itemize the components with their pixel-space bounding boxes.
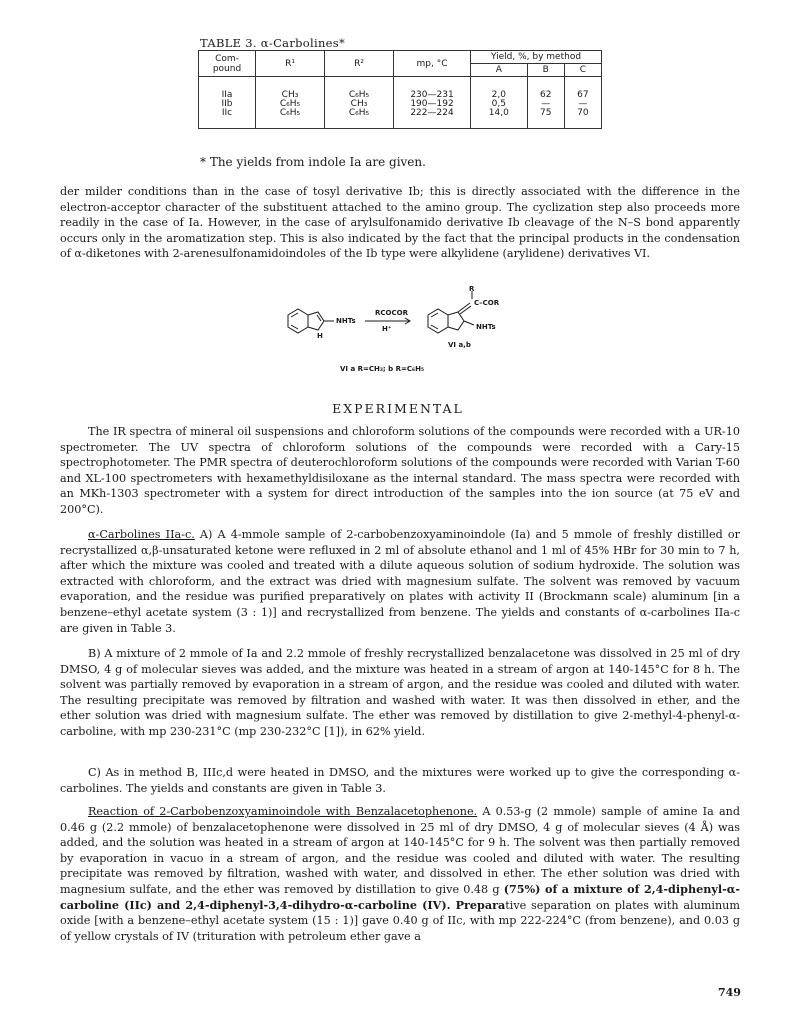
label-acid: H⁺ <box>382 325 392 333</box>
col-header-r1: R¹ <box>256 51 325 77</box>
cell-yield-c: — <box>564 100 601 109</box>
paragraph-text: A) A 4-mmole sample of 2-carbobenzoxyaminoindole (Ia) and 5 mmole of freshly distilled or recrystallized α,β-unsaturated ketone were refluxed in 2 ml of absolute ethanol and 1 ml of 45% HBr for 30 min to 7 h, after which the mixture was cooled and treated with a dilute aqueous solution of sodium hydroxide. The solution was extracted with chloroform, and the extract was dried with magnesium sulfate. The solvent was removed by vacuum evaporation, and the residue was purified preparatively on plates with activity II (Brockmann scale) aluminum [in a benzene–ethyl acetate system (3 : 1)] and recrystallized from benzene. The yields and constants of α-carbolines IIa-c are given in Table 3. <box>60 528 740 635</box>
cell-r2: C₆H₅ <box>325 109 394 129</box>
subsection-title: Reaction of 2-Carbobenzoxyaminoindole with Benzalacetophenone. <box>88 805 478 818</box>
cell-compound: IIa <box>199 77 256 101</box>
paragraph-reaction <box>60 804 740 944</box>
label-nhts-right: NHTs <box>476 323 496 331</box>
cell-r1: C₆H₅ <box>256 109 325 129</box>
cell-yield-c: 70 <box>564 109 601 129</box>
paragraph-method-a <box>60 527 740 636</box>
paragraph-spectra: The IR spectra of mineral oil suspensions and chloroform solutions of the compounds were recorded with a UR-10 spectrometer. The UV spectra of chloroform solutions of the compounds were recorded with a Cary-15 spectrophotometer. The PMR spectra of deuterochloroform solutions of the compounds were recorded with Varian T-60 and XL-100 spectrometers with hexamethyldisiloxane as the internal standard. The mass spectra were recorded with an MKh-1303 spectrometer with a system for direct introduction of the samples into the ion source (at 75 eV and 200°C). <box>60 425 740 516</box>
col-header-method-a: A <box>471 64 528 77</box>
paragraph-text: A 0.53-g (2 mmole) sample of amine Ia and 0.46 g (2.2 mmole) of benzalacetophenone were dissolved in 25 ml of dry DMSO, 4 g of molecular sieves (4 Å) was added, and the solution was heated in a stream of argon at 140-145°C for 9 h. The solvent was then partially removed by evaporation in vacuo in a stream of argon, and the residue was cooled and diluted with water. The resulting precipitate was removed by filtration, washed with water, and dissolved in ether. The ether solution was dried with magnesium sulfate, and the ether was removed by distillation to give 0.48 g <box>60 805 740 896</box>
col-header-r2: R² <box>325 51 394 77</box>
label-r: R <box>469 285 475 293</box>
cell-yield-a: 14,0 <box>471 109 528 129</box>
cell-yield-a: 2,0 <box>471 77 528 101</box>
cell-r1: C₆H₅ <box>256 100 325 109</box>
cell-compound: IIc <box>199 109 256 129</box>
cell-yield-a: 0,5 <box>471 100 528 109</box>
cell-compound: IIb <box>199 100 256 109</box>
table-row <box>199 77 602 101</box>
cell-r2: C₆H₅ <box>325 77 394 101</box>
paragraph-bold-text: (75%) of a mixture of 2,4-diphenyl-α-carboline (IIc) and 2,4-diphenyl-3,4-dihydro-α-carboline (IV). Prepara <box>60 881 740 912</box>
pyrrole-ring-right <box>448 312 464 330</box>
cell-mp: 190—192 <box>394 100 471 109</box>
col-header-yield: Yield, %, by method <box>471 51 602 64</box>
cell-yield-b: 75 <box>527 109 564 129</box>
benzene-ring-left <box>288 309 308 333</box>
page-number: 749 <box>718 986 741 999</box>
carbolines-table <box>198 50 602 129</box>
table-row <box>199 109 602 129</box>
paragraph-intro: der milder conditions than in the case of tosyl derivative Ib; this is directly associated with the difference in the electron-acceptor character of the substituent attached to the amino group. The cyclization step also proceeds more readily in the case of Ia. However, in the case of arylsulfonamido derivative Ib cleavage of the N–S bond apparently occurs only in the aromatization step. This is also indicated by the fact that the principal products in the condensation of α-diketones with 2-arenesulfonamidoindoles of the Ib type were alkylidene (arylidene) derivatives VI. <box>60 185 740 261</box>
cell-r1: CH₃ <box>256 77 325 101</box>
benzene-ring-right <box>428 309 448 333</box>
cell-r2: CH₃ <box>325 100 394 109</box>
paragraph-text: tive separation on plates with aluminum oxide [with a benzene–ethyl acetate system (15 : 1)] gave 0.40 g of IIc, with mp 222-224°C (from benzene), and 0.03 g of yellow crystals of IV (trituration with petroleum ether gave a <box>60 898 741 943</box>
label-reagent: RCOCOR <box>375 309 408 317</box>
subsection-title: α-Carbolines IIa-c. <box>88 528 195 541</box>
scheme-caption: VI a R=CH₃; b R=C₆H₅ <box>340 365 425 373</box>
cell-yield-b: 62 <box>527 77 564 101</box>
cell-yield-b: — <box>527 100 564 109</box>
col-header-mp: mp, °C <box>394 51 471 77</box>
col-header-method-c: C <box>564 64 601 77</box>
cell-yield-c: 67 <box>564 77 601 101</box>
pyrrole-ring-left <box>308 312 324 330</box>
label-h: H <box>317 332 323 340</box>
cell-mp: 230—231 <box>394 77 471 101</box>
paragraph-method-b: B) A mixture of 2 mmole of Ia and 2.2 mmole of freshly recrystallized benzalacetone was dissolved in 25 ml of dry DMSO, 4 g of molecular sieves was added, and the mixture was heated in a stream of argon at 140-145°C for 8 h. The solvent was partially removed by evaporation in a stream of argon, and the residue was cooled and diluted with water. The resulting precipitate was removed by filtration and washed with water. It was then dissolved in ether, and the ether solution was dried with magnesium sulfate. The ether was removed by distillation to give 2-methyl-4-phenyl-α-carboline, with mp 230-231°C (mp 230-232°C [1]), in 62% yield. <box>60 647 740 738</box>
table-caption: TABLE 3. α-Carbolines* <box>200 36 346 50</box>
section-heading: EXPERIMENTAL <box>332 401 464 416</box>
col-header-method-b: B <box>527 64 564 77</box>
label-ccor: C–COR <box>474 299 500 307</box>
cell-mp: 222—224 <box>394 109 471 129</box>
col-header-compound: Com-pound <box>199 51 256 77</box>
reaction-scheme <box>280 285 560 385</box>
paragraph-method-c: C) As in method B, IIIc,d were heated in DMSO, and the mixtures were worked up to give the corresponding α-carbolines. The yields and constants are given in Table 3. <box>60 766 740 795</box>
label-compound-vi: VI a,b <box>448 341 471 349</box>
table-footnote: * The yields from indole Ia are given. <box>200 155 426 169</box>
label-nhts-left: NHTs <box>336 317 356 325</box>
